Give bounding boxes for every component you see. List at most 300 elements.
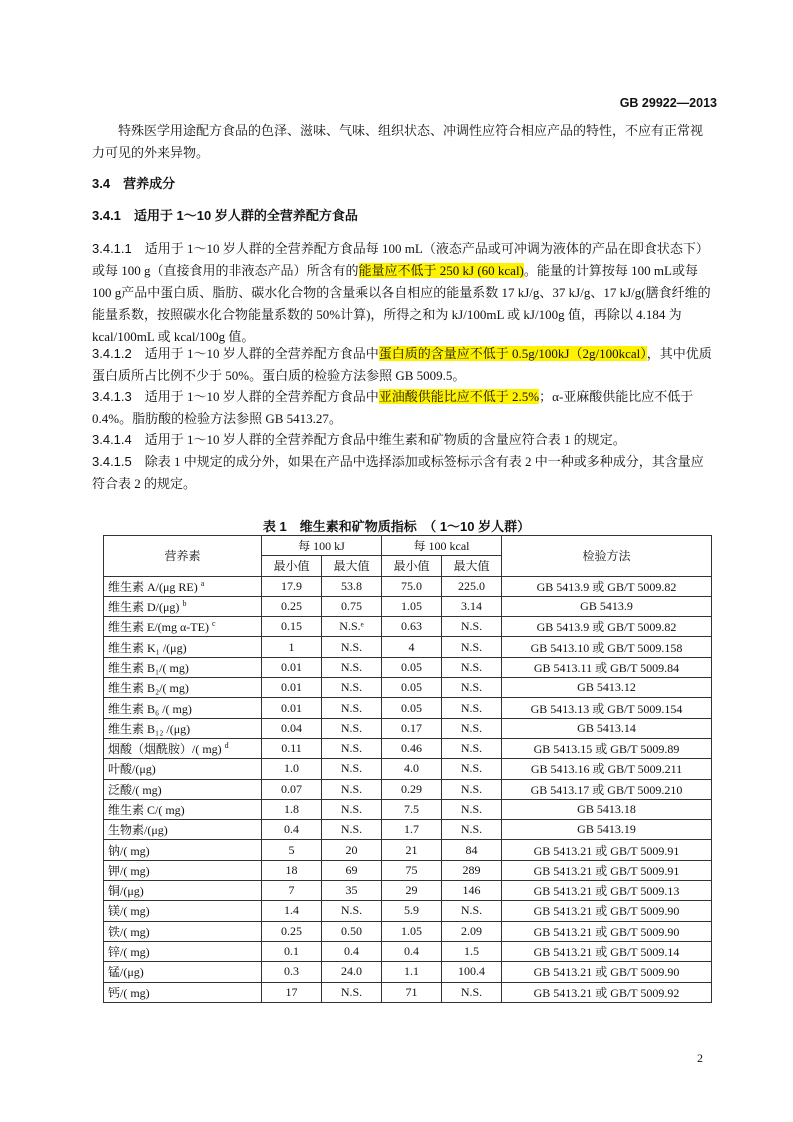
max-per-kj-cell-text: N.S. (340, 781, 363, 796)
nutrient-cell-text: 维生素 E/(mg α-TE) (108, 620, 209, 635)
min-per-kcal-cell (382, 637, 442, 657)
method-cell (502, 698, 712, 718)
min-per-kcal-cell-text: 0.17 (401, 720, 423, 735)
nutrient-cell (104, 881, 262, 901)
standard-number: GB 29922—2013 (619, 96, 717, 110)
clause-3-4-1-4 (92, 429, 712, 451)
table-row (104, 941, 712, 961)
max-per-kcal-cell-text: N.S. (460, 639, 483, 654)
highlighted-requirement: 能量应不低于 250 kJ (60 kcal) (358, 263, 524, 278)
max-per-kcal-cell (442, 860, 502, 880)
min-per-kj-cell (262, 901, 322, 921)
header-test-method: 检验方法 (502, 536, 712, 577)
min-per-kj-cell (262, 881, 322, 901)
min-per-kcal-cell (382, 738, 442, 758)
min-per-kj-cell-text: 1 (288, 639, 295, 654)
min-per-kj-cell-text: 0.3 (284, 964, 299, 979)
nutrient-cell-text: 维生素 D/(μg) (108, 600, 180, 615)
min-per-kj-cell-text: 0.01 (281, 680, 302, 695)
min-per-kj-cell (262, 779, 322, 799)
min-per-kcal-cell-text: 0.46 (401, 741, 423, 756)
table-row (104, 637, 712, 657)
min-per-kcal-cell (382, 718, 442, 738)
nutrient-cell-text: 维生素 K₁ /(μg) (108, 640, 187, 655)
nutrient-cell (104, 657, 262, 677)
min-per-kj-cell (262, 982, 322, 1002)
max-per-kj-cell-text: 20 (345, 842, 358, 857)
min-per-kj-cell-text: 1.4 (284, 903, 299, 918)
max-per-kj-cell (322, 901, 382, 921)
nutrient-cell (104, 596, 262, 616)
min-per-kcal-cell-text: 0.05 (401, 680, 423, 695)
method-cell-text: GB 5413.19 (577, 822, 636, 837)
clause-text: 除表 1 中规定的成分外，如果在产品中选择添加或标签标示含有表 2 中一种或多种成分，其含量应符合表 2 的规定。 (92, 454, 704, 491)
min-per-kj-cell (262, 678, 322, 698)
max-per-kj-cell (322, 982, 382, 1002)
method-cell-text: GB 5413.17 或 GB/T 5009.210 (530, 782, 683, 797)
method-cell-text: GB 5413.15 或 GB/T 5009.89 (533, 742, 680, 757)
min-per-kcal-cell (382, 779, 442, 799)
max-per-kj-cell (322, 617, 382, 637)
max-per-kcal-cell (442, 698, 502, 718)
min-per-kcal-cell-text: 0.05 (401, 700, 423, 715)
method-cell-text: GB 5413.21 或 GB/T 5009.90 (533, 965, 680, 980)
clause-3-4-1-5 (92, 451, 712, 495)
method-cell (502, 962, 712, 982)
max-per-kcal-cell (442, 820, 502, 840)
max-per-kj-cell (322, 637, 382, 657)
max-per-kj-cell-text: 35 (345, 883, 358, 898)
clause-number: 3.4.1.1 (92, 241, 132, 256)
method-cell (502, 820, 712, 840)
nutrient-cell (104, 962, 262, 982)
min-per-kj-cell-text: 18 (285, 862, 298, 877)
method-cell-text: GB 5413.9 或 GB/T 5009.82 (536, 579, 677, 594)
min-per-kj-cell (262, 617, 322, 637)
min-per-kj-cell (262, 596, 322, 616)
max-per-kcal-cell (442, 576, 502, 596)
method-cell (502, 759, 712, 779)
method-cell (502, 617, 712, 637)
section-3-4-1-heading (92, 205, 712, 227)
method-cell-text: GB 5413.21 或 GB/T 5009.14 (533, 945, 680, 960)
min-per-kcal-cell-text: 0.63 (401, 619, 423, 634)
clause-number: 3.4.1.3 (92, 389, 132, 404)
table-row (104, 576, 712, 596)
section-number: 3.4.1 (92, 208, 121, 223)
min-per-kcal-cell (382, 962, 442, 982)
max-per-kj-cell (322, 921, 382, 941)
min-per-kj-cell-text: 5 (288, 842, 295, 857)
min-per-kcal-cell-text: 0.29 (401, 781, 423, 796)
min-per-kcal-cell-text: 1.05 (401, 923, 423, 938)
table-row (104, 779, 712, 799)
max-per-kj-cell (322, 881, 382, 901)
nutrient-cell (104, 718, 262, 738)
header-nutrient: 营养素 (104, 536, 262, 577)
header-min: 最小值 (382, 556, 442, 576)
min-per-kj-cell (262, 637, 322, 657)
section-3-4-heading (92, 173, 712, 195)
min-per-kj-cell-text: 0.25 (281, 599, 302, 614)
clause-text: 适用于 1～10 岁人群的全营养配方食品中 (144, 389, 379, 404)
page-number: 2 (697, 1051, 703, 1065)
header-per-100kcal: 每 100 kcal (382, 536, 502, 556)
min-per-kcal-cell (382, 982, 442, 1002)
min-per-kj-cell (262, 860, 322, 880)
method-cell-text: GB 5413.21 或 GB/T 5009.91 (533, 843, 680, 858)
min-per-kj-cell-text: 0.11 (281, 741, 302, 756)
min-per-kcal-cell (382, 759, 442, 779)
nutrient-cell (104, 617, 262, 637)
footnote-marker: b (182, 599, 187, 609)
max-per-kj-cell-text: N.S. (340, 984, 363, 999)
max-per-kj-cell (322, 657, 382, 677)
min-per-kj-cell-text: 0.07 (281, 781, 302, 796)
max-per-kj-cell-text: N.S.ᵉ (339, 619, 364, 634)
nutrient-cell-text: 铁/( mg) (108, 924, 150, 939)
table-row (104, 738, 712, 758)
table-row (104, 840, 712, 860)
min-per-kj-cell (262, 718, 322, 738)
table-row (104, 596, 712, 616)
method-cell (502, 921, 712, 941)
nutrient-cell (104, 820, 262, 840)
clause-text: 适用于 1～10 岁人群的全营养配方食品中维生素和矿物质的含量应符合表 1 的规定。 (144, 432, 626, 447)
max-per-kj-cell-text: N.S. (340, 659, 363, 674)
max-per-kj-cell (322, 718, 382, 738)
table-row (104, 962, 712, 982)
max-per-kcal-cell (442, 657, 502, 677)
nutrient-cell-text: 泛酸/( mg) (108, 782, 162, 797)
method-cell-text: GB 5413.10 或 GB/T 5009.158 (530, 640, 683, 655)
max-per-kcal-cell-text: 3.14 (461, 599, 483, 614)
min-per-kj-cell (262, 941, 322, 961)
max-per-kcal-cell (442, 617, 502, 637)
min-per-kcal-cell (382, 576, 442, 596)
max-per-kcal-cell-text: 1.5 (464, 944, 480, 959)
nutrient-cell-text: 维生素 B₆ /( mg) (108, 701, 192, 716)
method-cell (502, 860, 712, 880)
method-cell-text: GB 5413.21 或 GB/T 5009.92 (533, 985, 680, 1000)
max-per-kj-cell (322, 738, 382, 758)
max-per-kj-cell (322, 678, 382, 698)
section-title: 营养成分 (123, 176, 176, 191)
method-cell-text: GB 5413.9 (580, 599, 633, 614)
max-per-kj-cell (322, 962, 382, 982)
max-per-kcal-cell (442, 738, 502, 758)
method-cell-text: GB 5413.18 (577, 802, 636, 816)
method-cell (502, 799, 712, 819)
min-per-kj-cell-text: 0.1 (284, 944, 299, 959)
footnote-marker: c (211, 619, 216, 629)
min-per-kcal-cell (382, 840, 442, 860)
nutrient-cell-text: 维生素 B₂/( mg) (108, 681, 189, 696)
nutrient-cell-text: 钾/( mg) (108, 863, 150, 878)
table-row (104, 698, 712, 718)
nutrient-cell-text: 维生素 C/( mg) (108, 803, 185, 817)
min-per-kj-cell (262, 698, 322, 718)
min-per-kj-cell-text: 0.15 (281, 619, 302, 634)
nutrient-cell (104, 941, 262, 961)
max-per-kj-cell (322, 860, 382, 880)
clause-text: 适用于 1～10 岁人群的全营养配方食品每 100 mL（液态产品或可冲调为液体的产品在即食状态下）或每 100 g（直接食用的非液态产品）所含有的 (92, 241, 709, 278)
nutrient-cell (104, 860, 262, 880)
table-row (104, 901, 712, 921)
max-per-kcal-cell (442, 982, 502, 1002)
min-per-kj-cell-text: 7 (288, 883, 295, 898)
max-per-kcal-cell (442, 921, 502, 941)
min-per-kcal-cell-text: 21 (405, 842, 418, 857)
nutrient-cell-text: 烟酸（烟酰胺）/( mg) (108, 742, 222, 757)
max-per-kj-cell-text: N.S. (340, 761, 363, 776)
min-per-kcal-cell (382, 820, 442, 840)
max-per-kcal-cell (442, 759, 502, 779)
max-per-kcal-cell-text: N.S. (460, 619, 483, 634)
table-row (104, 759, 712, 779)
min-per-kj-cell (262, 759, 322, 779)
min-per-kj-cell-text: 1.8 (284, 802, 299, 816)
max-per-kcal-cell-text: N.S. (460, 761, 483, 776)
method-cell-text: GB 5413.21 或 GB/T 5009.90 (533, 924, 680, 939)
table-row (104, 881, 712, 901)
min-per-kj-cell (262, 820, 322, 840)
max-per-kj-cell (322, 576, 382, 596)
table-caption: 表 1 维生素和矿物质指标 （ 1～10 岁人群） (262, 519, 531, 534)
max-per-kj-cell-text: N.S. (340, 700, 363, 715)
min-per-kj-cell (262, 799, 322, 819)
table-row (104, 718, 712, 738)
nutrient-cell (104, 840, 262, 860)
vitamin-mineral-table (103, 535, 712, 1003)
max-per-kj-cell (322, 840, 382, 860)
max-per-kj-cell-text: N.S. (340, 802, 363, 816)
nutrient-cell-text: 镁/( mg) (108, 904, 150, 919)
method-cell (502, 576, 712, 596)
clause-3-4-1-3 (92, 386, 712, 430)
nutrient-cell (104, 678, 262, 698)
max-per-kcal-cell (442, 941, 502, 961)
nutrient-cell-text: 钠/( mg) (108, 843, 150, 858)
clause-text: 适用于 1～10 岁人群的全营养配方食品中 (144, 346, 379, 361)
min-per-kcal-cell-text: 7.5 (404, 802, 420, 816)
nutrient-cell (104, 779, 262, 799)
header-max: 最大值 (322, 556, 382, 576)
nutrient-cell-text: 维生素 A/(μg RE) (108, 579, 198, 594)
method-cell (502, 637, 712, 657)
max-per-kj-cell-text: N.S. (340, 639, 363, 654)
min-per-kcal-cell (382, 799, 442, 819)
min-per-kcal-cell (382, 901, 442, 921)
max-per-kj-cell-text: 69 (345, 862, 358, 877)
min-per-kcal-cell-text: 1.7 (404, 822, 420, 837)
table-row (104, 860, 712, 880)
section-number: 3.4 (92, 176, 111, 191)
min-per-kj-cell-text: 17.9 (281, 578, 302, 593)
max-per-kj-cell-text: N.S. (340, 680, 363, 695)
max-per-kj-cell (322, 698, 382, 718)
table-row (104, 799, 712, 819)
min-per-kj-cell (262, 962, 322, 982)
min-per-kcal-cell (382, 596, 442, 616)
max-per-kj-cell-text: 53.8 (341, 578, 362, 593)
min-per-kcal-cell (382, 860, 442, 880)
min-per-kj-cell (262, 840, 322, 860)
footnote-marker: a (200, 578, 205, 588)
min-per-kcal-cell (382, 657, 442, 677)
max-per-kcal-cell-text: N.S. (460, 984, 483, 999)
method-cell-text: GB 5413.11 或 GB/T 5009.84 (533, 660, 680, 675)
max-per-kcal-cell (442, 678, 502, 698)
method-cell-text: GB 5413.14 (577, 720, 636, 735)
max-per-kcal-cell-text: 84 (465, 842, 478, 857)
max-per-kcal-cell (442, 637, 502, 657)
method-cell-text: GB 5413.21 或 GB/T 5009.90 (533, 904, 680, 919)
nutrient-cell-text: 锰/(μg) (108, 965, 144, 980)
header-per-100kj: 每 100 kJ (262, 536, 382, 556)
nutrient-cell-text: 锌/( mg) (108, 945, 150, 960)
min-per-kj-cell (262, 921, 322, 941)
max-per-kj-cell-text: 0.75 (341, 599, 362, 614)
clause-text: 。能量的计算按每 100 mL或每 100 g产品中蛋白质、脂肪、碳水化合物的含量乘以各自相应的能量系数 17 kJ/g、37 kJ/g、17 kJ/g(膳食纤维的能量系数，按照碳水化合物能量系数的 50%计算)，所得之和为 kJ/100mL 或 kJ/100g 值，再除以 4.184 为 kcal/100mL 或 kcal/100g 值。 (92, 263, 711, 344)
highlighted-requirement: 亚油酸供能比应不低于 2.5% (378, 389, 540, 404)
max-per-kcal-cell (442, 799, 502, 819)
min-per-kcal-cell-text: 4.0 (404, 761, 420, 776)
header-max: 最大值 (442, 556, 502, 576)
method-cell-text: GB 5413.13 或 GB/T 5009.154 (530, 701, 683, 716)
max-per-kj-cell (322, 596, 382, 616)
max-per-kj-cell (322, 779, 382, 799)
max-per-kcal-cell-text: N.S. (460, 741, 483, 756)
method-cell-text: GB 5413.21 或 GB/T 5009.91 (533, 863, 680, 878)
intro-paragraph: 特殊医学用途配方食品的色泽、滋味、气味、组织状态、冲调性应符合相应产品的特性，不应有正常视力可见的外来异物。 (92, 123, 704, 160)
clause-3-4-1-2 (92, 343, 712, 387)
max-per-kj-cell (322, 820, 382, 840)
nutrient-cell (104, 759, 262, 779)
method-cell (502, 779, 712, 799)
clause-number: 3.4.1.4 (92, 432, 132, 447)
nutrient-cell (104, 921, 262, 941)
nutrient-cell-text: 钙/( mg) (108, 985, 150, 1000)
clause-text: ；α-亚麻酸供能比应不低于 0.4%。脂肪酸的检验方法参照 GB 5413.27。 (92, 389, 694, 426)
min-per-kcal-cell-text: 0.05 (401, 659, 423, 674)
nutrient-cell (104, 637, 262, 657)
clause-number: 3.4.1.5 (92, 454, 132, 469)
min-per-kcal-cell-text: 75.0 (401, 578, 423, 593)
max-per-kcal-cell (442, 881, 502, 901)
min-per-kj-cell-text: 0.25 (281, 923, 302, 938)
max-per-kj-cell-text: N.S. (340, 741, 363, 756)
nutrient-cell (104, 901, 262, 921)
max-per-kcal-cell-text: 289 (462, 862, 481, 877)
max-per-kcal-cell-text: N.S. (460, 680, 483, 695)
method-cell (502, 881, 712, 901)
header-min: 最小值 (262, 556, 322, 576)
min-per-kcal-cell-text: 75 (405, 862, 418, 877)
max-per-kcal-cell-text: N.S. (460, 659, 483, 674)
max-per-kcal-cell-text: N.S. (460, 720, 483, 735)
clause-3-4-1-1 (92, 238, 712, 348)
highlighted-requirement: 蛋白质的含量应不低于 0.5g/100kJ（2g/100kcal） (378, 346, 647, 361)
clause-text: ，其中优质蛋白质所占比例不少于 50%。蛋白质的检验方法参照 GB 5009.5。 (92, 346, 712, 383)
min-per-kcal-cell (382, 678, 442, 698)
min-per-kcal-cell-text: 0.4 (404, 944, 420, 959)
method-cell-text: GB 5413.21 或 GB/T 5009.13 (533, 884, 680, 899)
max-per-kcal-cell-text: 225.0 (458, 578, 486, 593)
method-cell (502, 982, 712, 1002)
max-per-kcal-cell-text: N.S. (460, 700, 483, 715)
min-per-kcal-cell (382, 617, 442, 637)
nutrient-cell-text: 维生素 B₁/( mg) (108, 660, 189, 675)
max-per-kj-cell (322, 759, 382, 779)
table-row (104, 921, 712, 941)
min-per-kj-cell-text: 1.0 (284, 761, 299, 776)
min-per-kcal-cell-text: 29 (405, 883, 418, 898)
max-per-kcal-cell (442, 962, 502, 982)
max-per-kj-cell-text: 0.50 (341, 923, 362, 938)
table-row (104, 678, 712, 698)
min-per-kcal-cell-text: 1.1 (404, 964, 420, 979)
nutrient-cell (104, 576, 262, 596)
max-per-kj-cell-text: N.S. (340, 822, 363, 837)
method-cell-text: GB 5413.12 (577, 680, 636, 695)
method-cell-text: GB 5413.9 或 GB/T 5009.82 (536, 620, 677, 635)
min-per-kcal-cell (382, 941, 442, 961)
table-row (104, 820, 712, 840)
min-per-kj-cell (262, 657, 322, 677)
min-per-kj-cell-text: 0.04 (281, 720, 302, 735)
nutrient-cell-text: 铜/(μg) (108, 884, 144, 899)
max-per-kcal-cell-text: 146 (462, 883, 481, 898)
nutrient-cell (104, 698, 262, 718)
max-per-kcal-cell-text: N.S. (460, 903, 483, 918)
max-per-kj-cell (322, 941, 382, 961)
method-cell-text: GB 5413.16 或 GB/T 5009.211 (530, 762, 683, 777)
footnote-marker: d (224, 741, 229, 751)
min-per-kj-cell-text: 0.4 (284, 822, 299, 837)
nutrient-cell (104, 738, 262, 758)
min-per-kcal-cell (382, 921, 442, 941)
max-per-kcal-cell-text: 100.4 (458, 964, 486, 979)
nutrient-cell (104, 982, 262, 1002)
min-per-kcal-cell (382, 881, 442, 901)
table-row (104, 617, 712, 637)
method-cell (502, 596, 712, 616)
max-per-kj-cell (322, 799, 382, 819)
method-cell (502, 678, 712, 698)
table-row (104, 982, 712, 1002)
max-per-kj-cell-text: 24.0 (341, 964, 362, 979)
section-title: 适用于 1～10 岁人群的全营养配方食品 (133, 208, 358, 223)
max-per-kcal-cell (442, 840, 502, 860)
method-cell (502, 941, 712, 961)
method-cell (502, 738, 712, 758)
table-body (104, 576, 712, 1002)
nutrient-cell-text: 叶酸/(μg) (108, 762, 156, 777)
max-per-kcal-cell (442, 718, 502, 738)
min-per-kj-cell-text: 17 (285, 984, 298, 999)
max-per-kj-cell-text: 0.4 (344, 944, 359, 959)
method-cell (502, 840, 712, 860)
max-per-kcal-cell-text: N.S. (460, 822, 483, 837)
max-per-kcal-cell-text: N.S. (460, 802, 483, 816)
min-per-kj-cell-text: 0.01 (281, 700, 302, 715)
min-per-kcal-cell (382, 698, 442, 718)
nutrient-cell-text: 维生素 B₁₂ /(μg) (108, 721, 191, 736)
min-per-kcal-cell-text: 1.05 (401, 599, 423, 614)
max-per-kcal-cell-text: N.S. (460, 781, 483, 796)
min-per-kcal-cell-text: 4 (408, 639, 415, 654)
